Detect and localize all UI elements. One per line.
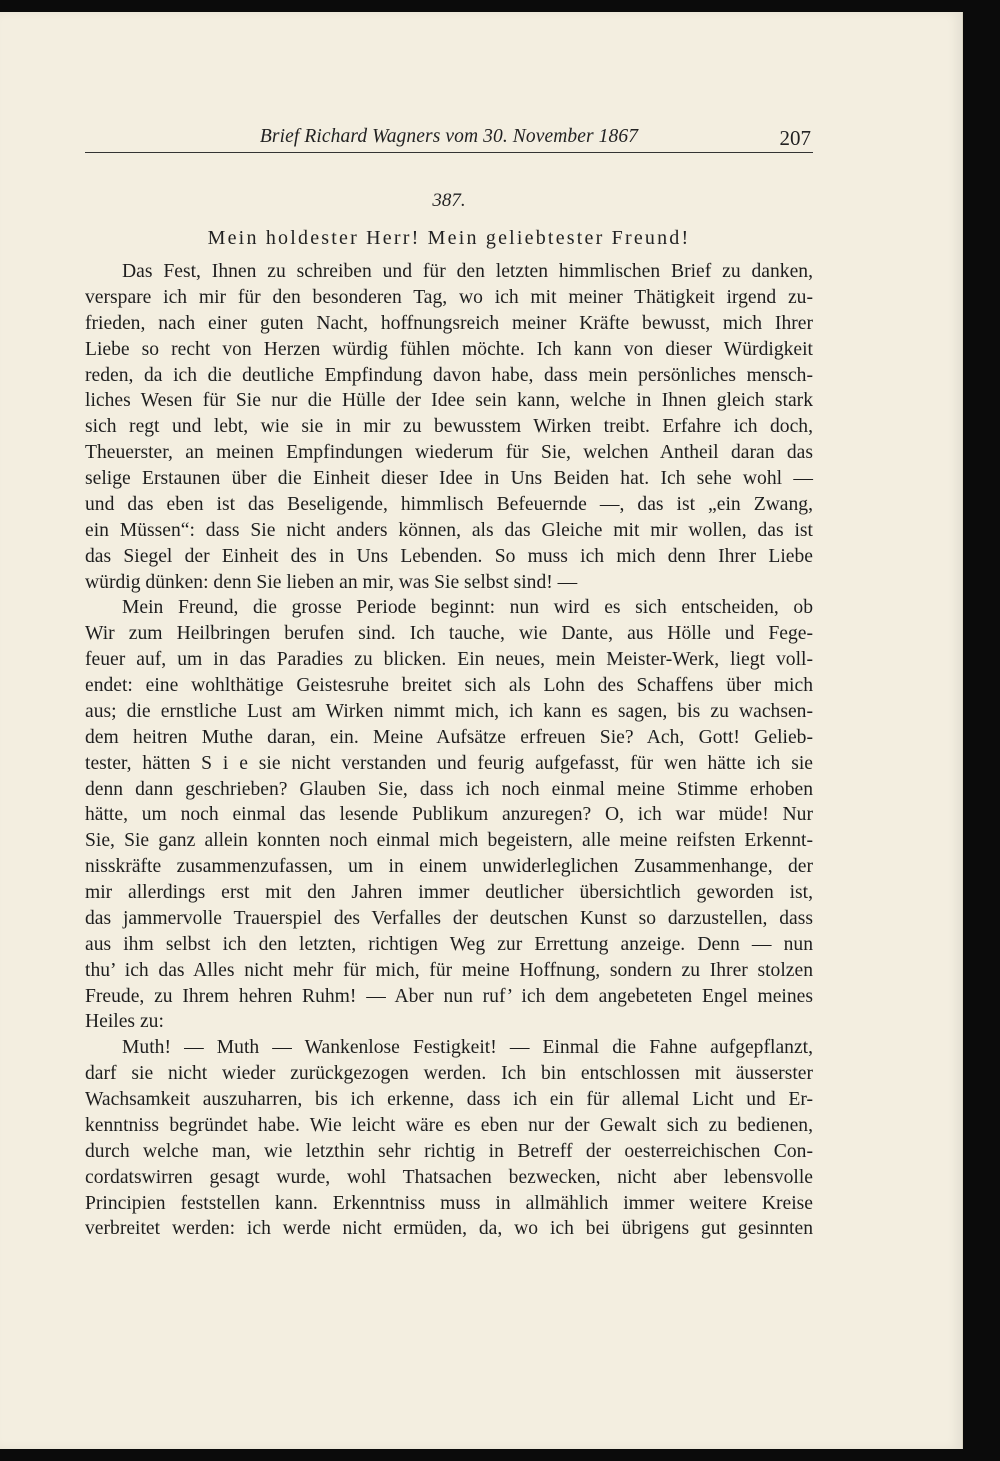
text-line: dem heitren Muthe daran, ein. Meine Aufsätze erfreuen Sie? Ach, Gott! Gelieb- bbox=[85, 726, 813, 748]
salutation: Mein holdester Herr! Mein geliebtester Freund! bbox=[207, 227, 691, 249]
running-head bbox=[85, 112, 813, 153]
text-line: mir allerdings erst mit den Jahren immer deutlicher übersichtlich geworden ist, bbox=[85, 882, 813, 903]
text-line: Muth! — Muth — Wankenlose Festigkeit! — Einmal die Fahne aufgepflanzt, bbox=[122, 1037, 813, 1059]
running-title: Brief Richard Wagners vom 30. November 1867 bbox=[259, 126, 639, 147]
text-line: Freude, zu Ihrem hehren Ruhm! — Aber nun ruf’ ich dem angebeteten Engel meines bbox=[85, 985, 813, 1007]
text-line: Principien feststellen kann. Erkenntniss muss in allmählich immer weitere Kreise bbox=[85, 1192, 813, 1214]
text-line: Liebe so recht von Herzen würdig fühlen möchte. Ich kann von dieser Würdigkeit bbox=[85, 338, 813, 360]
text-line: das jammervolle Trauerspiel des Verfalles der deutschen Kunst so darzustellen, dass bbox=[85, 907, 813, 929]
text-line: Wir zum Heilbringen berufen sind. Ich tauche, wie Dante, aus Hölle und Fege- bbox=[85, 623, 813, 645]
paragraph bbox=[85, 1035, 813, 1242]
text-line: aus; die ernstliche Lust am Wirken nimmt mich, ich kann es sagen, bis zu wachsen- bbox=[85, 700, 813, 722]
text-line: liches Wesen für Sie nur die Hülle der Idee sein kann, welche in Ihnen gleich stark bbox=[85, 390, 813, 412]
text-line: kenntniss begründet habe. Wie leicht wäre es eben nur der Gewalt sich zu bedienen, bbox=[85, 1114, 813, 1136]
text-line: reden, da ich die deutliche Empfindung davon habe, dass mein persönliches mensch- bbox=[85, 364, 813, 386]
letter-number: 387. bbox=[432, 190, 466, 211]
text-line: feuer auf, um in das Paradies zu blicken. Ein neues, mein Meister-Werk, liegt voll- bbox=[85, 649, 813, 671]
text-line: das Siegel der Einheit des in Uns Lebenden. So muss ich mich denn Ihrer Liebe bbox=[85, 545, 813, 567]
text-line: cordatswirren gesagt wurde, wohl Thatsachen bezwecken, nicht aber lebensvolle bbox=[85, 1166, 813, 1188]
text-line: denn dann geschrieben? Glauben Sie, dass ich noch einmal meine Stimme erhoben bbox=[85, 778, 813, 800]
text-line: thu’ ich das Alles nicht mehr für mich, für meine Hoffnung, sondern zu Ihrer stolzen bbox=[85, 959, 813, 981]
text-line: durch welche man, wie letzthin sehr richtig in Betreff der oesterreichischen Con- bbox=[85, 1140, 813, 1162]
text-line: verspare ich mir für den besonderen Tag, wo ich mit meiner Thätigkeit irgend zu- bbox=[85, 286, 813, 308]
text-line: Heiles zu: bbox=[85, 1011, 164, 1033]
text-line: Mein Freund, die grosse Periode beginnt: nun wird es sich entscheiden, ob bbox=[122, 597, 813, 619]
text-line: selige Erstaunen über die Einheit dieser Idee in Uns Beiden hat. Ich sehe wohl — bbox=[85, 468, 813, 489]
text-line: Theuerster, an meinen Empfindungen wiederum für Sie, welchen Antheil daran das bbox=[85, 442, 813, 464]
text-line: hätte, um noch einmal das lesende Publikum anzuregen? O, ich war müde! Nur bbox=[85, 804, 813, 826]
text-line: aus ihm selbst ich den letzten, richtigen Weg zur Errettung anzeige. Denn — nun bbox=[85, 933, 813, 955]
text-line: Sie, Sie ganz allein konnten noch einmal mich begeistern, alle meine reifsten Erkennt- bbox=[85, 830, 813, 852]
text-line: und das eben ist das Beseligende, himmlisch Befeuernde —, das ist „ein Zwang, bbox=[85, 493, 813, 515]
paragraph bbox=[85, 595, 813, 1035]
text-line: sich regt und lebt, wie sie in mir zu bewusstem Wirken treibt. Erfahre ich doch, bbox=[85, 416, 813, 438]
text-line: darf sie nicht wieder zurückgezogen werden. Ich bin entschlossen mit äusserster bbox=[85, 1063, 813, 1085]
page-number: 207 bbox=[779, 126, 811, 150]
text-line: verbreitet werden: ich werde nicht ermüden, da, wo ich bei übrigens gut gesinnten bbox=[85, 1218, 813, 1240]
text-line: Wachsamkeit auszuharren, bis ich erkenne, dass ich ein für allemal Licht und Er- bbox=[85, 1089, 813, 1110]
text-line: nisskräfte zusammenzufassen, um in einem unwiderleglichen Zusammenhange, der bbox=[85, 856, 813, 878]
text-line: endet: eine wohlthätige Geistesruhe breitet sich als Lohn des Schaffens über mich bbox=[85, 675, 813, 696]
text-line: tester, hätten S i e sie nicht verstanden und feurig aufgefasst, für wen hätte ich sie bbox=[85, 752, 813, 774]
text-line: Das Fest, Ihnen zu schreiben und für den letzten himmlischen Brief zu danken, bbox=[122, 261, 813, 282]
text-line: würdig dünken: denn Sie lieben an mir, was Sie selbst sind! — bbox=[85, 571, 578, 593]
text-line: ein Müssen“: dass Sie nicht anders können, als das Gleiche mit mir wollen, das ist bbox=[85, 519, 813, 541]
paragraph bbox=[85, 259, 813, 595]
letter-body bbox=[85, 259, 813, 1242]
text-line: frieden, nach einer guten Nacht, hoffnungsreich meiner Kräfte bewusst, mich Ihrer bbox=[85, 312, 813, 334]
